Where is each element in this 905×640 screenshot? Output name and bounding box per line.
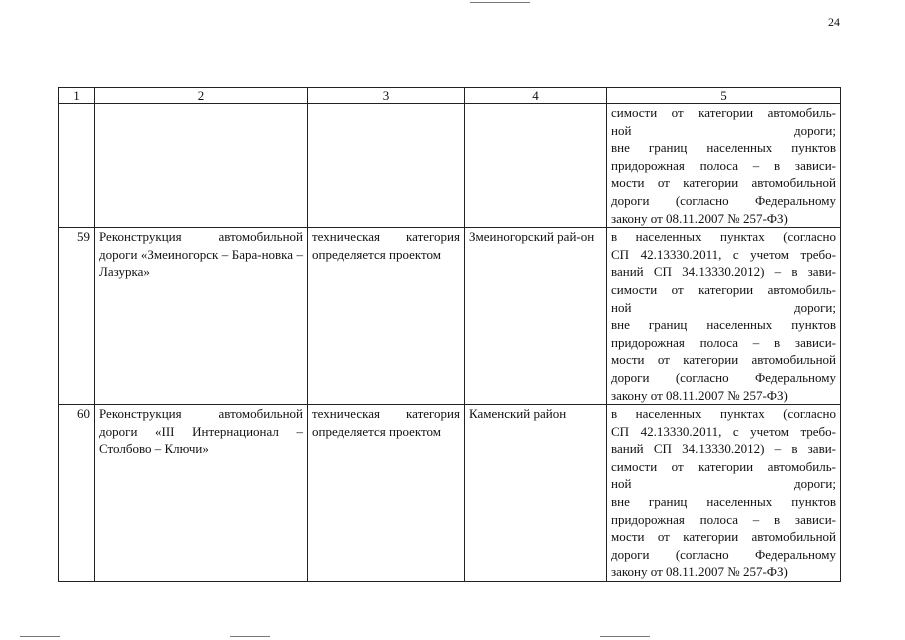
zone-text-line: дороги (согласно Федеральному bbox=[611, 369, 836, 385]
table-row bbox=[59, 228, 841, 405]
zone-cell bbox=[607, 228, 841, 405]
page-number: 24 bbox=[828, 15, 840, 29]
zone-text-line: придорожная полоса – в зависи- bbox=[611, 511, 836, 527]
column-header: 4 bbox=[465, 88, 607, 104]
table-body bbox=[59, 104, 841, 582]
zone-text-line: придорожная полоса – в зависи- bbox=[611, 334, 836, 350]
zone-text-line: ваний СП 34.13330.2012) – в зави- bbox=[611, 264, 836, 280]
row-number-cell bbox=[59, 104, 95, 228]
zone-text-line: ной дороги; bbox=[611, 299, 836, 315]
location-cell bbox=[465, 104, 607, 228]
location-cell: Каменский район bbox=[465, 405, 607, 582]
object-name-cell: Реконструкция автомобильной дороги «III Интернационал – Столбово – Ключи» bbox=[95, 405, 308, 582]
zone-text-line: придорожная полоса – в зависи- bbox=[611, 157, 836, 173]
scan-mark-top bbox=[470, 2, 530, 3]
zone-text-line: в населенных пунктах (согласно bbox=[611, 229, 836, 245]
zone-text-line: симости от категории автомобиль- bbox=[611, 458, 836, 474]
zone-text-line: мости от категории автомобильной bbox=[611, 529, 836, 545]
zone-text-line: симости от категории автомобиль- bbox=[611, 281, 836, 297]
zone-text-line: дороги (согласно Федеральному bbox=[611, 192, 836, 208]
zone-text-line: ваний СП 34.13330.2012) – в зави- bbox=[611, 441, 836, 457]
road-works-table bbox=[58, 87, 841, 582]
scan-mark-bottom-right bbox=[600, 636, 650, 637]
table-row bbox=[59, 405, 841, 582]
zone-text-line: вне границ населенных пунктов bbox=[611, 494, 836, 510]
zone-text-line: вне границ населенных пунктов bbox=[611, 140, 836, 156]
location-cell: Змеиногорский рай-он bbox=[465, 228, 607, 405]
zone-text-line: закону от 08.11.2007 № 257-ФЗ) bbox=[611, 210, 788, 226]
zone-cell bbox=[607, 104, 841, 228]
scan-mark-bottom-mid bbox=[230, 636, 270, 637]
object-name-cell: Реконструкция автомобильной дороги «Змеиногорск – Бара-новка – Лазурка» bbox=[95, 228, 308, 405]
zone-text-line: мости от категории автомобильной bbox=[611, 352, 836, 368]
zone-text-line: ной дороги; bbox=[611, 476, 836, 492]
column-header: 1 bbox=[59, 88, 95, 104]
zone-text-line: в населенных пунктах (согласно bbox=[611, 406, 836, 422]
zone-text-line: мости от категории автомобильной bbox=[611, 175, 836, 191]
zone-text-line: СП 42.13330.2011, с учетом требо- bbox=[611, 423, 836, 439]
row-number-cell: 60 bbox=[59, 405, 95, 582]
zone-text-line: дороги (согласно Федеральному bbox=[611, 546, 836, 562]
zone-text-line: СП 42.13330.2011, с учетом требо- bbox=[611, 246, 836, 262]
zone-text-line: закону от 08.11.2007 № 257-ФЗ) bbox=[611, 564, 788, 580]
table-row bbox=[59, 104, 841, 228]
characteristic-cell bbox=[308, 104, 465, 228]
row-number-cell: 59 bbox=[59, 228, 95, 405]
zone-text-line: ной дороги; bbox=[611, 122, 836, 138]
scan-mark-bottom-left bbox=[20, 636, 60, 637]
zone-text-line: симости от категории автомобиль- bbox=[611, 105, 836, 120]
characteristic-cell: техническая категория определяется проектом bbox=[308, 228, 465, 405]
object-name-cell bbox=[95, 104, 308, 228]
column-header: 5 bbox=[607, 88, 841, 104]
zone-text-line: закону от 08.11.2007 № 257-ФЗ) bbox=[611, 387, 788, 403]
column-header: 3 bbox=[308, 88, 465, 104]
zone-cell bbox=[607, 405, 841, 582]
column-header: 2 bbox=[95, 88, 308, 104]
table-header-row bbox=[59, 88, 841, 104]
characteristic-cell: техническая категория определяется проектом bbox=[308, 405, 465, 582]
zone-text-line: вне границ населенных пунктов bbox=[611, 317, 836, 333]
